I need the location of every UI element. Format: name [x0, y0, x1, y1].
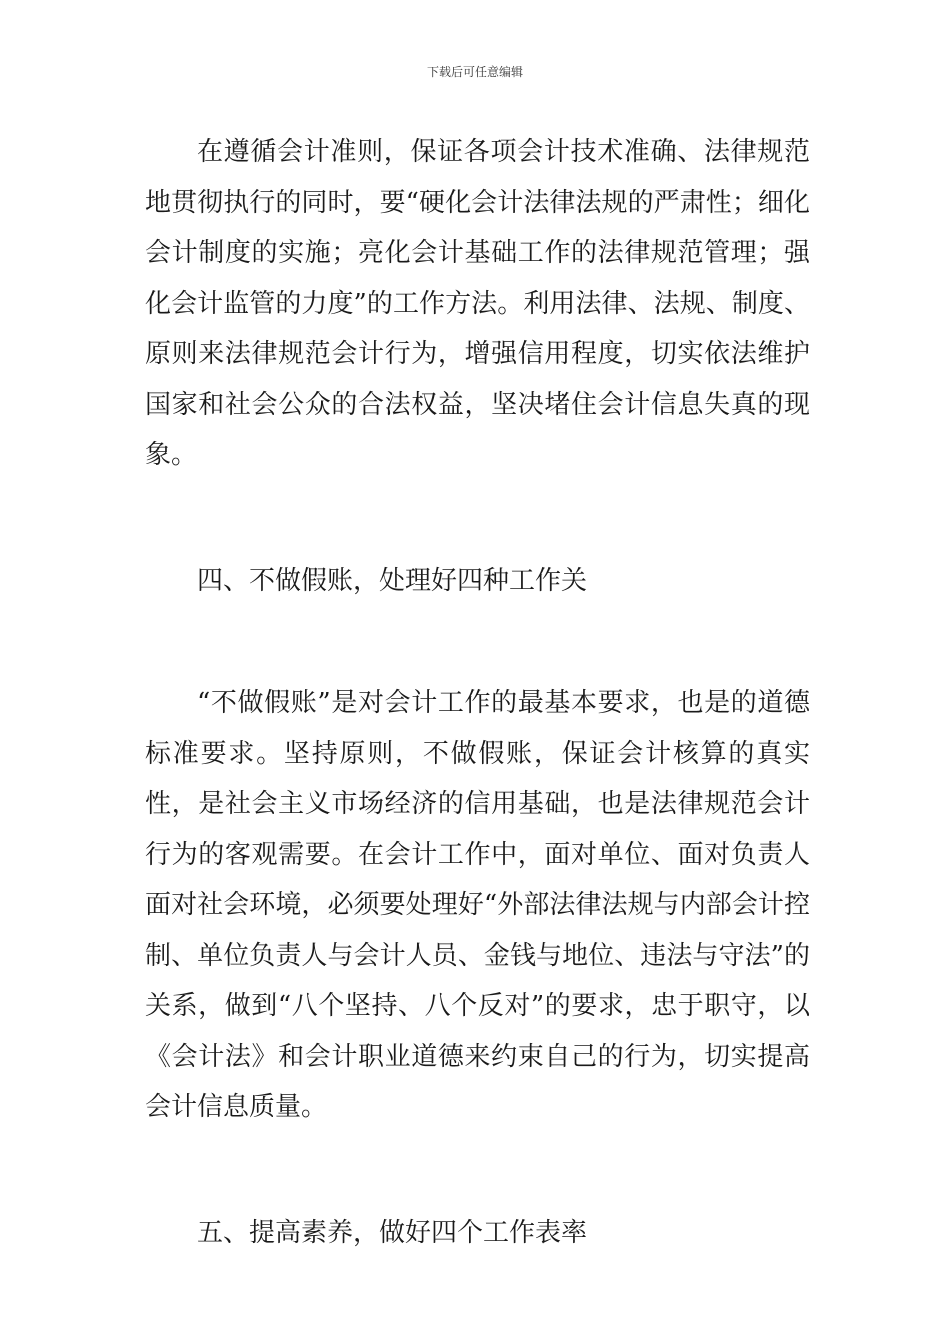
paragraph-accounting-standards: 在遵循会计准则，保证各项会计技术准确、法律规范地贯彻执行的同时，要“硬化会计法律法规的严肃性；细化会计制度的实施；亮化会计基础工作的法律规范管理；强化会计监管的力度”的工作方法。利用法律、法规、制度、原则来法律规范会计行为，增强信用程度，切实依法维护国家和社会公众的合法权益，坚决堵住会计信息失真的现象。 — [145, 137, 810, 470]
section-heading-five: 五、提高素养，做好四个工作表率 — [197, 1217, 588, 1248]
document-body — [145, 127, 810, 1258]
spacer — [145, 606, 810, 678]
spacer — [145, 1133, 810, 1208]
page-header: 下载后可任意编辑 — [426, 65, 523, 79]
section-heading-four: 四、不做假账，处理好四种工作关 — [197, 565, 588, 596]
paragraph-no-false-accounts: “不做假账”是对会计工作的最基本要求，也是的道德标准要求。坚持原则，不做假账，保证会计核算的真实性，是社会主义市场经济的信用基础，也是法律规范会计行为的客观需要。在会计工作中，面对单位、面对负责人面对社会环境，必须要处理好“外部法律法规与内部会计控制、单位负责人与会计人员、金钱与地位、违法与守法”的关系，做到“八个坚持、八个反对”的要求，忠于职守，以《会计法》和会计职业道德来约束自己的行为，切实提高会计信息质量。 — [145, 688, 810, 1122]
spacer — [145, 481, 810, 556]
